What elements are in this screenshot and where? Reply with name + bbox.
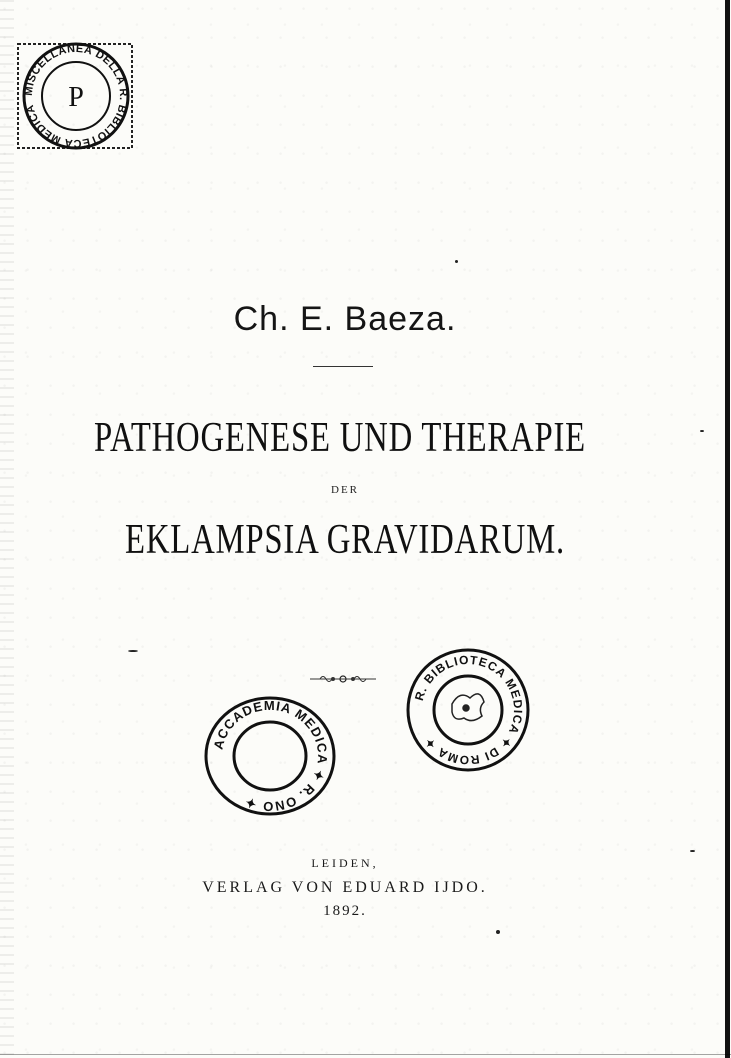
book-subtitle: EKLAMPSIA GRAVIDARUM.	[125, 517, 565, 563]
scan-speck	[455, 260, 458, 263]
divider-rule	[313, 366, 373, 368]
stamp-emblem-icon	[452, 694, 484, 721]
library-stamp-top-left	[14, 40, 138, 152]
scanned-right-edge	[717, 0, 731, 1058]
scan-speck	[128, 650, 138, 652]
book-title: PATHOGENESE UND THERAPIE	[94, 415, 586, 461]
scan-speck	[700, 430, 704, 432]
title-connector: DER	[331, 484, 359, 496]
scanned-bottom-edge	[0, 1052, 731, 1058]
imprint-place: LEIDEN,	[311, 856, 379, 870]
scanned-left-margin	[0, 0, 14, 1058]
biblioteca-stamp	[404, 646, 532, 774]
scan-speck	[690, 850, 695, 852]
academy-stamp	[200, 694, 340, 818]
imprint-year: 1892.	[323, 903, 367, 919]
imprint-publisher: VERLAG VON EDUARD IJDO.	[202, 879, 488, 896]
stamp-center-glyph: P	[68, 82, 84, 113]
stamp-ring-text: R. BIBLIOTECA MEDICA ✦ DI ROMA ✦	[412, 652, 526, 768]
scan-speck	[496, 930, 500, 934]
stamp-ring-text: MISCELLANEA DELLA R. BIBLIOTECA MEDICA	[22, 42, 130, 150]
author-name: Ch. E. Baeza.	[233, 300, 457, 338]
ornament-flourish	[308, 672, 378, 686]
svg-text:ACCADEMIA MEDICA ✦ R. ONO ✦	[210, 698, 330, 814]
stamp-ring-text: ACCADEMIA MEDICA ✦ R. ONO ✦	[210, 697, 331, 815]
